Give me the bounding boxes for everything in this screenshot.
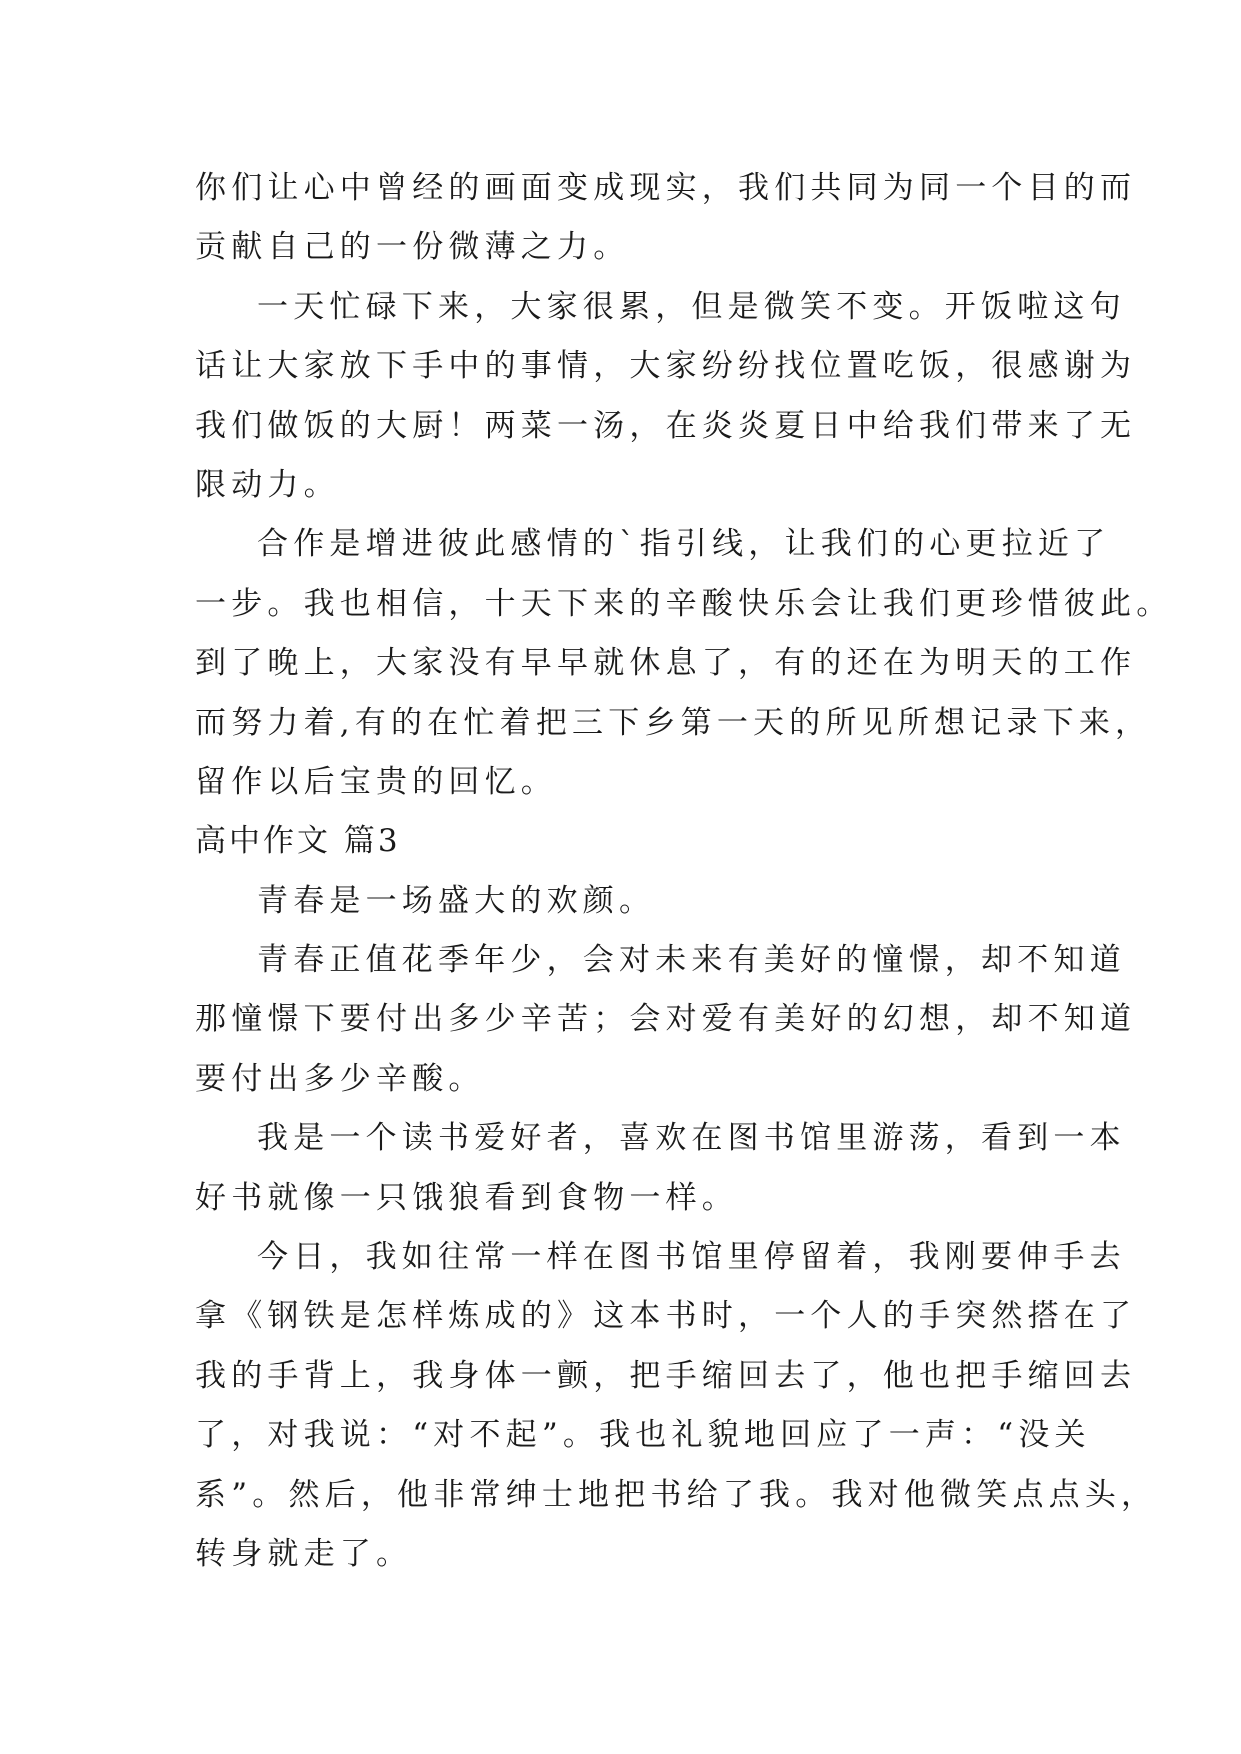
text-line: 我们做饭的大厨！两菜一汤，在炎炎夏日中给我们带来了无: [195, 407, 1137, 444]
text-line: 拿《钢铁是怎样炼成的》这本书时，一个人的手突然搭在了: [195, 1298, 1137, 1335]
text-line: 话让大家放下手中的事情，大家纷纷找位置吃饭，很感谢为: [195, 348, 1137, 385]
text-line: 到了晚上，大家没有早早就休息了，有的还在为明天的工作: [195, 645, 1137, 682]
text-line: 而努力着,有的在忙着把三下乡第一天的所见所想记录下来，: [195, 704, 1152, 741]
paragraph: [195, 1109, 1126, 1228]
text-line: 你们让心中曾经的画面变成现实，我们共同为同一个目的而: [195, 170, 1137, 206]
paragraph: [195, 278, 1137, 516]
heading-text: 高中作文 篇3: [195, 823, 401, 860]
paragraph: [195, 931, 1137, 1109]
text-line: 贡献自己的一份微薄之力。: [195, 229, 630, 266]
text-line: 了，对我说：“对不起”。我也礼貌地回应了一声：“没关: [195, 1417, 1091, 1454]
text-line: 一天忙碌下来，大家很累，但是微笑不变。开饭啦这句: [257, 288, 1126, 325]
text-line: 青春是一场盛大的欢颜。: [257, 882, 656, 919]
document-page: [195, 159, 1173, 1584]
text-line: 那憧憬下要付出多少辛苦；会对爱有美好的幻想，却不知道: [195, 1001, 1137, 1038]
text-line: 我是一个读书爱好者，喜欢在图书馆里游荡，看到一本: [257, 1120, 1126, 1157]
section-heading: [195, 812, 1055, 871]
text-line: 今日，我如往常一样在图书馆里停留着，我刚要伸手去: [257, 1239, 1126, 1276]
text-line: 限动力。: [195, 466, 340, 503]
text-line: 合作是增进彼此感情的`指引线，让我们的心更拉近了: [257, 526, 1111, 563]
paragraph: [195, 1228, 1158, 1584]
paragraph: [195, 159, 1137, 278]
paragraph: [195, 515, 1173, 812]
text-line: 好书就像一只饿狼看到食物一样。: [195, 1179, 738, 1216]
text-line: 青春正值花季年少，会对未来有美好的憧憬，却不知道: [257, 942, 1126, 979]
text-line: 要付出多少辛酸。: [195, 1060, 485, 1097]
text-line: 系”。然后，他非常绅士地把书给了我。我对他微笑点点头，: [195, 1476, 1158, 1513]
text-line: 留作以后宝贵的回忆。: [195, 763, 557, 800]
paragraph: [195, 872, 1055, 931]
text-line: 转身就走了。: [195, 1535, 413, 1572]
text-line: 一步。我也相信，十天下来的辛酸快乐会让我们更珍惜彼此。: [195, 585, 1173, 622]
text-line: 我的手背上，我身体一颤，把手缩回去了，他也把手缩回去: [195, 1357, 1137, 1394]
document-body: [195, 159, 1173, 1584]
